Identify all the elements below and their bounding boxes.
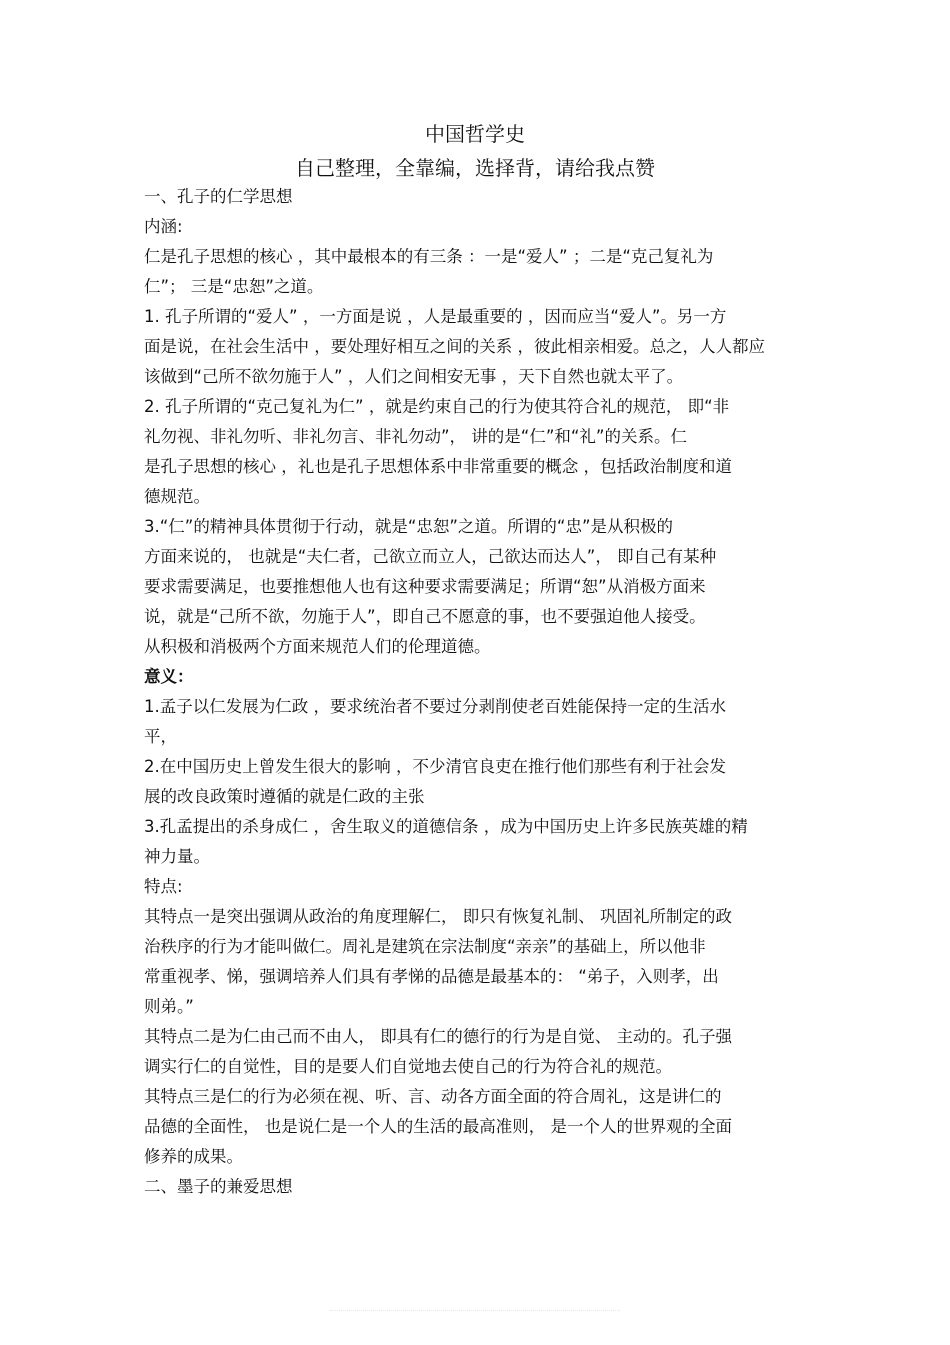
- document-subtitle: 自己整理，全靠编，选择背，请给我点赞: [295, 156, 655, 180]
- text-line: 调实行仁的自觉性，目的是要人们自觉地去使自己的行为符合礼的规范。: [144, 1057, 672, 1076]
- text-line: 2.在中国历史上曾发生很大的影响 ，不少清官良吏在推行他们那些有利于社会发: [144, 757, 726, 776]
- text-line: 品德的全面性， 也是说仁是一个人的生活的最高准则， 是一个人的世界观的全面: [144, 1117, 732, 1136]
- subheading-significance: 意义：: [144, 667, 194, 686]
- text-line: 神力量。: [144, 847, 210, 866]
- text-line: 仁”； 三是“忠恕”之道。: [144, 277, 324, 296]
- text-line: 要求需要满足，也要推想他人也有这种要求需要满足；所谓“恕”从消极方面来: [144, 577, 706, 596]
- text-line: 修养的成果。: [144, 1147, 243, 1166]
- footer-watermark: [330, 1310, 620, 1313]
- text-line: 展的改良政策时遵循的就是仁政的主张: [144, 787, 425, 806]
- text-line: 其特点三是仁的行为必须在视、听、言、动各方面全面的符合周礼，这是讲仁的: [144, 1087, 722, 1106]
- text-line: 面是说，在社会生活中 ，要处理好相互之间的关系 ，彼此相亲相爱。总之，人人都应: [144, 337, 765, 356]
- text-line: 常重视孝、悌，强调培养人们具有孝悌的品德是最基本的： “弟子，入则孝，出: [144, 967, 719, 986]
- text-line: 是孔子思想的核心 ，礼也是孔子思想体系中非常重要的概念 ，包括政治制度和道: [144, 457, 732, 476]
- section-heading-confucius: 一、孔子的仁学思想: [144, 187, 293, 206]
- text-line: 其特点一是突出强调从政治的角度理解仁， 即只有恢复礼制、 巩固礼所制定的政: [144, 907, 732, 926]
- text-line: 仁是孔子思想的核心 ，其中最根本的有三条 ：一是“爱人” ；二是“克己复礼为: [144, 247, 714, 266]
- text-line: 从积极和消极两个方面来规范人们的伦理道德。: [144, 637, 491, 656]
- subheading-features: 特点:: [144, 877, 183, 896]
- text-line: 2. 孔子所谓的“克己复礼为仁” ，就是约束自己的行为使其符合礼的规范， 即“非: [144, 397, 730, 416]
- text-line: 德规范。: [144, 487, 210, 506]
- text-line: 其特点二是为仁由己而不由人， 即具有仁的德行的行为是自觉、 主动的。孔子强: [144, 1027, 732, 1046]
- text-line: 1. 孔子所谓的“爱人” ，一方面是说 ，人是最重要的 ，因而应当“爱人”。另一方: [144, 307, 727, 326]
- document-title: 中国哲学史: [425, 122, 525, 146]
- section-heading-mozi: 二、墨子的兼爱思想: [144, 1177, 293, 1196]
- text-line: 方面来说的， 也就是“夫仁者，己欲立而立人，己欲达而达人”， 即自己有某种: [144, 547, 717, 566]
- text-line: 则弟。”: [144, 997, 194, 1016]
- text-line: 1.孟子以仁发展为仁政 ，要求统治者不要过分剥削使老百姓能保持一定的生活水: [144, 697, 726, 716]
- text-line: 治秩序的行为才能叫做仁。周礼是建筑在宗法制度“亲亲”的基础上，所以他非: [144, 937, 706, 956]
- document-body: [144, 182, 810, 1202]
- text-line: 说，就是“己所不欲，勿施于人”，即自己不愿意的事，也不要强迫他人接受。: [144, 607, 706, 626]
- text-line: 该做到“己所不欲勿施于人” ，人们之间相安无事 ，天下自然也就太平了。: [144, 367, 684, 386]
- text-line: 3.“仁”的精神具体贯彻于行动，就是“忠恕”之道。所谓的“忠”是从积极的: [144, 517, 674, 536]
- subheading-connotation: 内涵:: [144, 217, 183, 236]
- text-line: 平，: [144, 727, 177, 746]
- text-line: 3.孔孟提出的杀身成仁 ，舍生取义的道德信条 ，成为中国历史上许多民族英雄的精: [144, 817, 748, 836]
- text-line: 礼勿视、非礼勿听、非礼勿言、非礼勿动”， 讲的是“仁”和“礼”的关系。仁: [144, 427, 687, 446]
